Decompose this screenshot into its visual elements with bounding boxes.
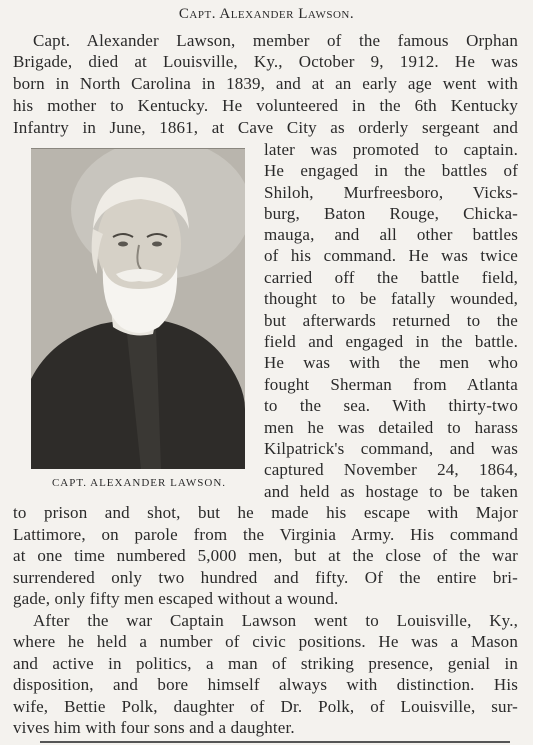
text-line: to the sea. With thirty-two — [264, 396, 518, 415]
text-line: later was promoted to captain. — [264, 140, 518, 159]
portrait-illustration — [31, 149, 245, 469]
text-line: vives him with four sons and a daughter. — [13, 718, 295, 737]
text-line: surrendered only two hundred and fifty. Of the entire bri- — [13, 568, 518, 587]
text-line: burg, Baton Rouge, Chicka- — [264, 204, 518, 223]
text-line: Shiloh, Murfreesboro, Vicks- — [264, 183, 518, 202]
photo-caption: CAPT. ALEXANDER LAWSON. — [51, 477, 227, 489]
text-line: wife, Bettie Polk, daughter of Dr. Polk, of Louisville, sur- — [13, 697, 518, 716]
text-line: at one time numbered 5,000 men, but at the close of the war — [13, 546, 518, 565]
text-line: Brigade, died at Louisville, Ky., October 9, 1912. He was — [13, 52, 518, 71]
text-line: Lattimore, on parole from the Virginia Army. His command — [13, 525, 518, 544]
text-line: gade, only fifty men escaped without a wound. — [13, 589, 339, 608]
text-line: men he was detailed to harass — [264, 418, 518, 437]
text-line: mauga, and all other battles — [264, 225, 518, 244]
text-line: and active in politics, a man of striking presence, genial in — [13, 654, 518, 673]
text-line: thought to be fatally wounded, — [264, 289, 518, 308]
text-line: disposition, and bore himself always with distinction. His — [13, 675, 518, 694]
text-line: his mother to Kentucky. He volunteered in the 6th Kentucky — [13, 96, 518, 115]
text-line: fought Sherman from Atlanta — [264, 375, 518, 394]
text-line: He was with the men who — [264, 353, 518, 372]
text-line: He engaged in the battles of — [264, 161, 518, 180]
text-line: where he held a number of civic positions. He was a Mason — [13, 632, 518, 651]
portrait-photo — [31, 148, 245, 469]
text-line: but afterwards returned to the — [264, 311, 518, 330]
text-line: captured November 24, 1864, — [264, 460, 518, 479]
text-line: carried off the battle field, — [264, 268, 518, 287]
text-line: field and engaged in the battle. — [264, 332, 518, 351]
bottom-rule — [40, 741, 510, 743]
page-heading: Capt. Alexander Lawson. — [178, 6, 355, 22]
text-line: After the war Captain Lawson went to Louisville, Ky., — [33, 611, 518, 630]
text-line: and held as hostage to be taken — [264, 482, 518, 501]
text-line: Capt. Alexander Lawson, member of the famous Orphan — [33, 31, 518, 50]
text-line: of his command. He was twice — [264, 246, 518, 265]
text-line: to prison and shot, but he made his escape with Major — [13, 503, 518, 522]
text-line: born in North Carolina in 1839, and at an early age went with — [13, 74, 518, 93]
text-line: Kilpatrick's command, and was — [264, 439, 518, 458]
text-line: Infantry in June, 1861, at Cave City as orderly sergeant and — [13, 118, 518, 137]
